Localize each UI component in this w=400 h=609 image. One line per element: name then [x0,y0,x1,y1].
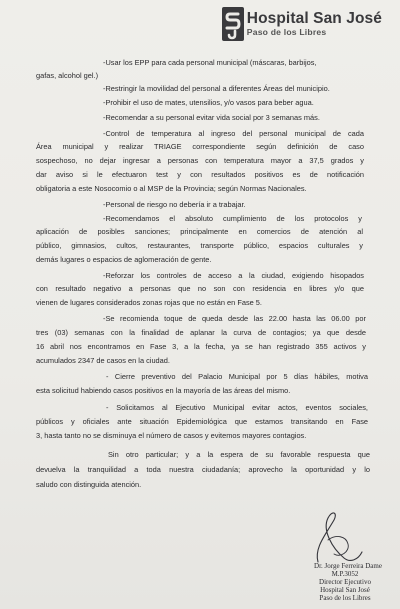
text-line: tres (03) semanas con la finalidad de aplanar la curva de contagios; ya que desde [36,328,366,337]
text-line: -Usar los EPP para cada personal municipal (máscaras, barbijos, [103,58,317,67]
hospital-logo-icon [222,7,244,41]
text-line: aplicación de posibles sanciones; principalmente en comercios de atención al [36,227,363,236]
text-line: con resultado negativo a personas que no son con residencia en libres y/o que [36,284,364,293]
signature-role: Director Ejecutivo [319,578,371,586]
text-line: gafas, alcohol gel.) [36,71,99,80]
text-line: 3, hasta tanto no se disminuya el número de casos y evitemos mayores contagios. [36,431,307,440]
text-line: -Se recomienda toque de queda desde las 22.00 hasta las 06.00 por [103,314,366,323]
text-line: público, gimnasios, cultos, restaurantes, transporte público, espacios culturales y [36,241,363,250]
text-line: sospechoso, no dejar ingresar a personas con temperatura mayor a 37,5 grados y [36,156,364,165]
text-line: obligatoria a este Nosocomio o al MSP de la Provincia; según Normas Nacionales. [36,184,307,193]
signature-registration: M.P.3052 [331,570,359,578]
text-line: -Reforzar los controles de acceso a la ciudad, exigiendo hisopados [103,271,364,280]
text-line: -Restringir la movilidad del personal a diferentes Áreas del municipio. [103,84,330,93]
hospital-city: Paso de los Libres [246,27,327,38]
text-line: -Prohibir el uso de mates, utensilios, y/o vasos para beber agua. [103,98,314,107]
signature-name: Dr. Jorge Ferreira Dame [314,562,382,570]
text-line: esta solicitud habiendo casos positivos en la mayoría de las áreas del mismo. [36,386,291,395]
text-line: Área municipal y realizar TRIAGE correspondiente según definición de caso [36,142,364,151]
text-line: públicos y oficiales ante situación Epidemiológica que estamos transitando en Fase [36,417,368,426]
text-line: saludo con distinguida atención. [36,480,142,489]
text-line: dar aviso si le efectuaron test y con resultados positivos es de notificación [36,170,364,179]
text-line: acumulados 2347 de casos en la ciudad. [36,356,170,365]
text-line: Sin otro particular; y a la espera de su favorable respuesta que [108,450,370,459]
signature-institution: Hospital San José [320,586,370,594]
text-line: -Control de temperatura al ingreso del personal municipal de cada [103,129,364,138]
text-line: 16 abril nos encontramos en Fase 3, a la fecha, ya se han registrado 355 activos y [36,342,366,351]
hospital-logo [222,4,382,44]
text-line: -Personal de riesgo no debería ir a trabajar. [103,200,246,209]
text-line: demás lugares o espacios de aglomeración de gente. [36,255,212,264]
signature-city: Paso de los Libres [319,594,371,602]
text-line: - Solicitamos al Ejecutivo Municipal evitar actos, eventos sociales, [106,403,368,412]
text-line: devuelva la tranquilidad a toda nuestra ciudadanía; aprovecho la oportunidad y lo [36,465,370,474]
text-line: -Recomendamos el absoluto cumplimiento de los protocolos y [103,214,362,223]
text-line: vienen de lugares considerados zonas rojas que no están en Fase 5. [36,298,262,307]
hospital-name: Hospital San José [246,9,382,27]
text-line: -Recomendar a su personal evitar vida social por 3 semanas más. [103,113,320,122]
text-line: - Cierre preventivo del Palacio Municipal por 5 días hábiles, motiva [106,372,368,381]
